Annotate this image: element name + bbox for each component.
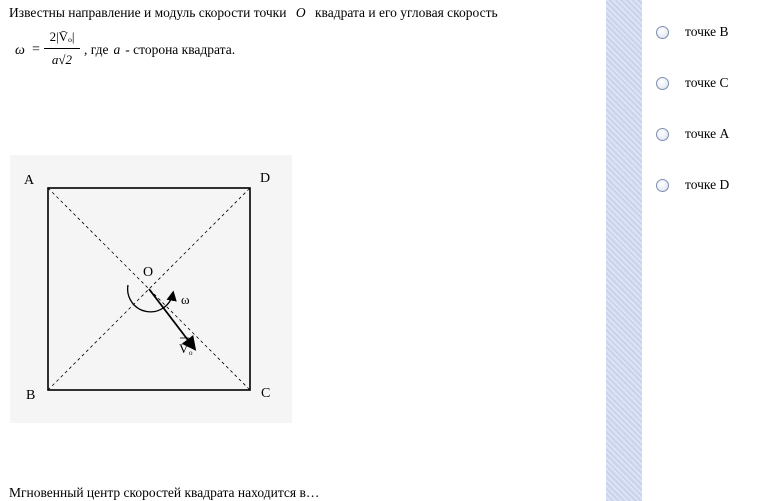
question-prompt: Мгновенный центр скоростей квадрата находится в…: [9, 485, 320, 500]
square-diagram: [10, 155, 292, 423]
answer-options: [642, 0, 764, 501]
option-label: точке D: [685, 177, 730, 192]
formula-fraction: [43, 26, 81, 71]
option-point-b[interactable]: [656, 22, 729, 42]
option-point-d[interactable]: [656, 175, 729, 195]
radio-button[interactable]: [656, 77, 669, 90]
question-text: [9, 5, 498, 21]
center-label-o: O: [143, 265, 154, 280]
radio-button[interactable]: [656, 179, 669, 192]
radio-button[interactable]: [656, 128, 669, 141]
velocity-label: V: [179, 341, 189, 356]
omega-symbol: ω: [15, 43, 25, 58]
option-point-a[interactable]: [656, 124, 729, 144]
equals-sign: =: [32, 42, 40, 57]
omega-label: ω: [181, 292, 190, 307]
option-label: точке C: [685, 75, 729, 90]
option-label: точке A: [685, 126, 730, 141]
vertex-label-a: A: [24, 173, 35, 188]
pane-divider: [606, 0, 642, 501]
formula-tail: , где: [84, 42, 109, 57]
vertex-label-b: B: [26, 388, 36, 403]
formula-tail-rest: - сторона квадрата.: [125, 42, 236, 57]
velocity-subscript: o: [189, 349, 193, 357]
vertex-label-d: D: [260, 171, 271, 186]
option-point-c[interactable]: [656, 73, 729, 93]
point-symbol: O: [295, 5, 306, 20]
formula-numerator: 2|V̄ₒ|: [49, 29, 75, 44]
angular-velocity-formula: [9, 26, 409, 74]
formula-explanation: [84, 42, 235, 58]
formula-denominator: a√2: [51, 52, 73, 67]
side-symbol: a: [113, 42, 121, 57]
angular-velocity-arc: [128, 285, 173, 312]
question-line1-rest: квадрата и его угловая скорость: [314, 5, 498, 20]
option-label: точке B: [685, 24, 729, 39]
question-line1: Известны направление и модуль скорости точки: [9, 5, 287, 20]
vertex-label-c: C: [261, 386, 271, 401]
radio-button[interactable]: [656, 26, 669, 39]
